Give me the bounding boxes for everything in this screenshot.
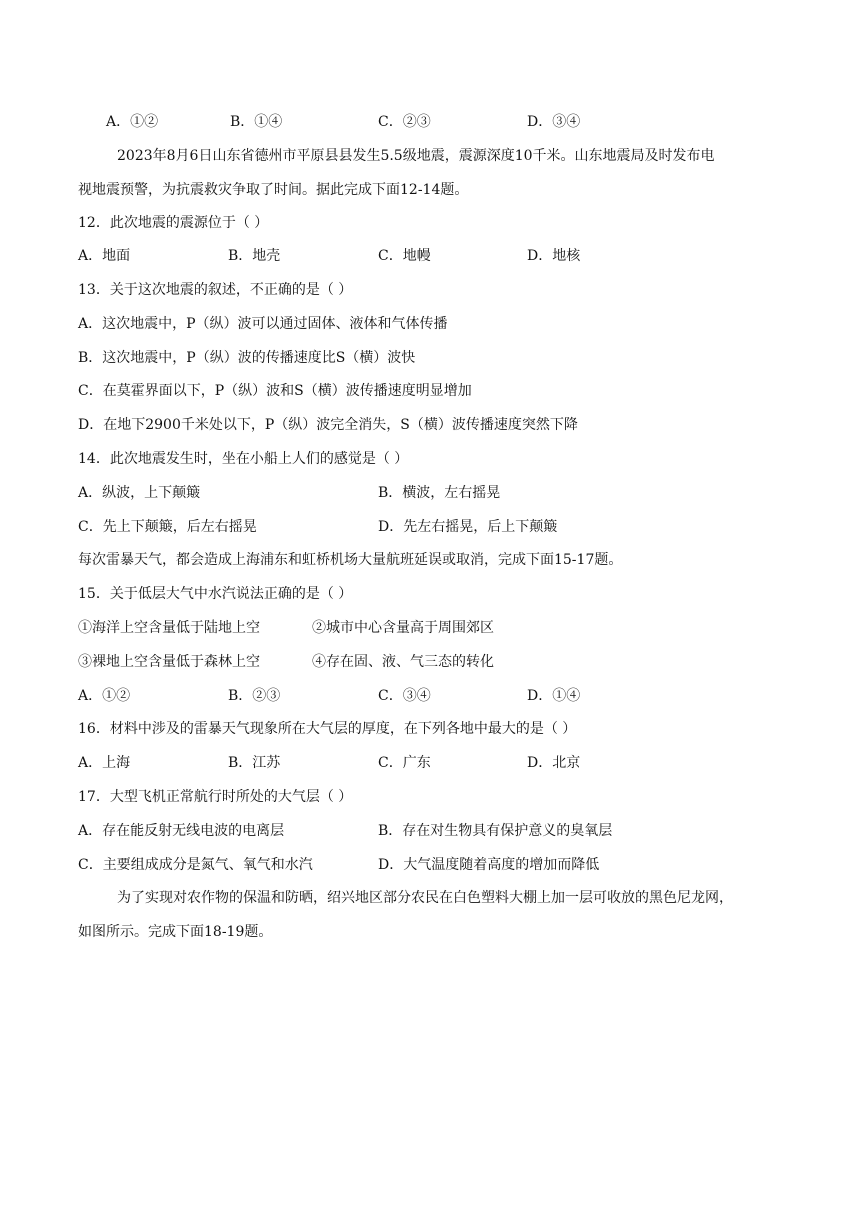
statement-3: ③裸地上空含量低于森林上空 [78, 654, 260, 670]
option-b: B．横波，左右摇晃 [378, 485, 501, 501]
q15-statements-row2 [78, 652, 778, 672]
option-d: D．③④ [527, 114, 581, 130]
q13-option-c: C．在莫霍界面以下，P（纵）波和S（横）波传播速度明显增加 [78, 383, 472, 399]
option-b: B．存在对生物具有保护意义的臭氧层 [378, 823, 613, 839]
option-a: A．存在能反射无线电波的电离层 [78, 823, 285, 839]
q17-options-row1 [78, 821, 778, 841]
statement-1: ①海洋上空含量低于陆地上空 [78, 620, 260, 636]
q16-options [78, 753, 758, 773]
option-d: D．①④ [527, 688, 581, 704]
q17-options-row2 [78, 855, 778, 875]
passage3-line1: 为了实现对农作物的保温和防晒，绍兴地区部分农民在白色塑料大棚上加一层可收放的黑色尼龙网， [117, 890, 733, 906]
option-b: B．地壳 [228, 248, 281, 264]
statement-2: ②城市中心含量高于周围郊区 [312, 620, 494, 636]
option-d: D．先左右摇晃，后上下颠簸 [378, 519, 558, 535]
statement-4: ④存在固、液、气三态的转化 [312, 654, 494, 670]
passage1-line1: 2023年8月6日山东省德州市平原县县发生5.5级地震，震源深度10千米。山东地震局及时发布电 [117, 148, 715, 164]
q15-options [78, 686, 758, 706]
passage2: 每次雷暴天气，都会造成上海浦东和虹桥机场大量航班延误或取消，完成下面15-17题。 [78, 552, 623, 568]
passage3-line2: 如图所示。完成下面18-19题。 [78, 924, 273, 940]
option-c: C．先上下颠簸，后左右摇晃 [78, 519, 257, 535]
q14-stem: 14．此次地震发生时，坐在小船上人们的感觉是（ ） [78, 451, 409, 467]
q13-option-b: B．这次地震中，P（纵）波的传播速度比S（横）波快 [78, 350, 416, 366]
option-a: A．①② [106, 114, 159, 130]
option-c: C．广东 [378, 755, 431, 771]
option-c: C．②③ [378, 114, 431, 130]
q16-stem: 16．材料中涉及的雷暴天气现象所在大气层的厚度，在下列各地中最大的是（ ） [78, 721, 577, 737]
q14-options-row1 [78, 483, 778, 503]
option-a: A．纵波，上下颠簸 [78, 485, 201, 501]
option-a: A．上海 [78, 755, 131, 771]
q11-options [78, 112, 758, 132]
q12-options [78, 246, 758, 266]
q17-stem: 17．大型飞机正常航行时所处的大气层（ ） [78, 789, 353, 805]
q13-stem: 13．关于这次地震的叙述，不正确的是（ ） [78, 282, 353, 298]
option-d: D．地核 [527, 248, 581, 264]
q12-stem: 12．此次地震的震源位于（ ） [78, 215, 269, 231]
option-a: A．地面 [78, 248, 131, 264]
option-b: B．江苏 [228, 755, 281, 771]
option-d: D．大气温度随着高度的增加而降低 [378, 857, 600, 873]
q14-options-row2 [78, 517, 778, 537]
q15-stem: 15．关于低层大气中水汽说法正确的是（ ） [78, 586, 353, 602]
option-c: C．主要组成成分是氮气、氧气和水汽 [78, 857, 313, 873]
q13-option-d: D．在地下2900千米处以下，P（纵）波完全消失，S（横）波传播速度突然下降 [78, 417, 578, 433]
q13-option-a: A．这次地震中，P（纵）波可以通过固体、液体和气体传播 [78, 316, 448, 332]
option-d: D．北京 [527, 755, 581, 771]
q15-statements-row1 [78, 618, 778, 638]
option-c: C．地幔 [378, 248, 431, 264]
option-b: B．②③ [228, 688, 281, 704]
option-c: C．③④ [378, 688, 431, 704]
passage1-line2: 视地震预警，为抗震救灾争取了时间。据此完成下面12-14题。 [78, 182, 469, 198]
option-b: B．①④ [230, 114, 283, 130]
option-a: A．①② [78, 688, 131, 704]
